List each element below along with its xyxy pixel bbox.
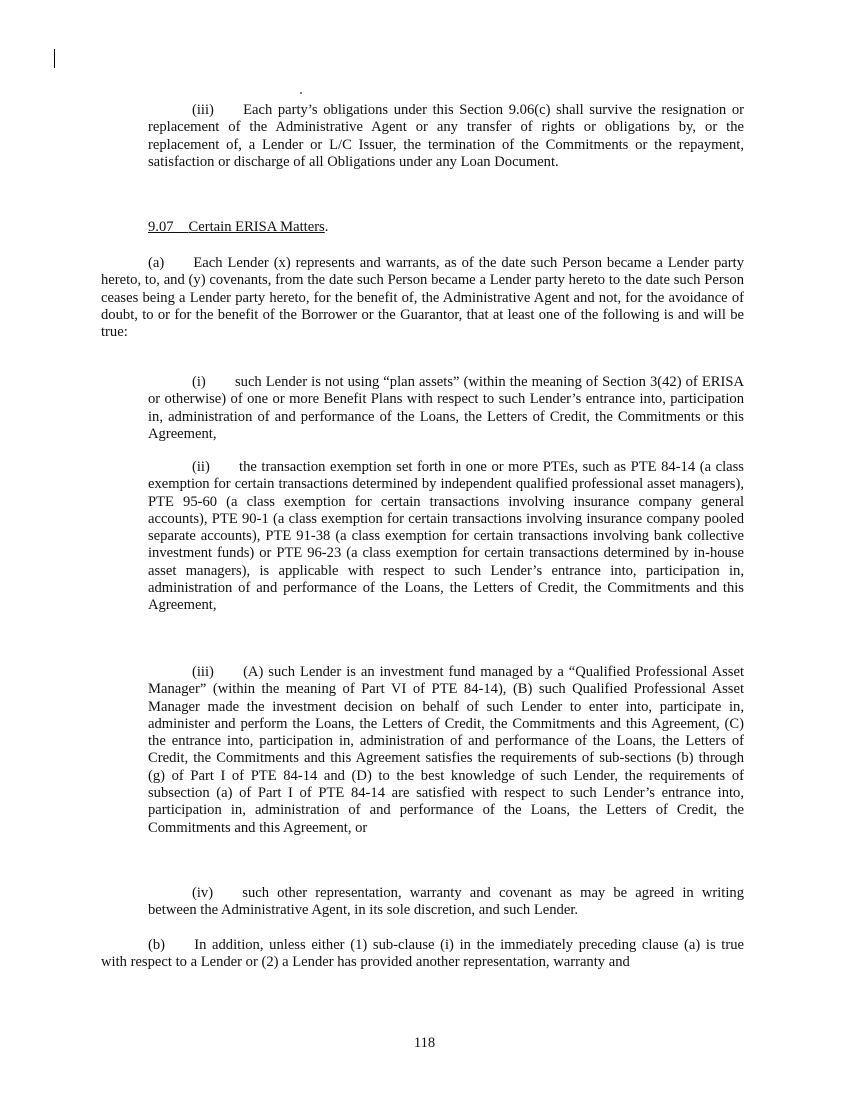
section-heading: 9.07 Certain ERISA Matters. <box>148 219 329 235</box>
paragraph-iii-previous: (iii) Each party’s obligations under this Section 9.06(c) shall survive the resignation or replacement of the Administrative Agent or any transfer of rights or obligations by, or the replacement of, a Lender or L/C Issuer, the termination of the Commitments or the repayment, satisfaction or discharge of all Obligations under any Loan Document. <box>148 102 744 170</box>
paragraph-b: (b) In addition, unless either (1) sub-clause (i) in the immediately preceding clause (a) is true with respect to a Lender or (2) a Lender has provided another representation, warranty and <box>101 937 744 971</box>
paragraph-iii: (iii) (A) such Lender is an investment fund managed by a “Qualified Professional Asset Manager” (within the meaning of Part VI of PTE 84-14), (B) such Qualified Professional Asset Manager made the investment decision on behalf of such Lender to enter into, participate in, administer and perform the Loans, the Letters of Credit, the Commitments and this Agreement, (C) the entrance into, participation in, administration of and performance of the Loans, the Letters of Credit, the Commitments and this Agreement satisfies the requirements of sub-sections (b) through (g) of Part I of PTE 84-14 and (D) to the best knowledge of such Lender, the requirements of subsection (a) of Part I of PTE 84-14 are satisfied with respect to such Lender’s entrance into, participation in, administration of and performance of the Loans, the Letters of Credit, the Commitments and this Agreement, or <box>148 664 744 836</box>
revision-bar <box>54 49 55 68</box>
paragraph-ii: (ii) the transaction exemption set forth in one or more PTEs, such as PTE 84-14 (a class exemption for certain transactions determined by independent qualified professional asset managers), PTE 95-60 (a class exemption for certain transactions involving insurance company general accounts), PTE 90-1 (a class exemption for certain transactions involving insurance company pooled separate accounts), PTE 91-38 (a class exemption for certain transactions involving bank collective investment funds) or PTE 96-23 (a class exemption for certain transactions determined by in-house asset managers), is applicable with respect to such Lender’s entrance into, participation in, administration of and performance of the Loans, the Letters of Credit, the Commitments and this Agreement, <box>148 459 744 614</box>
section-title: Certain ERISA Matters <box>188 219 325 235</box>
stray-mark <box>300 92 302 94</box>
page-number: 118 <box>413 1035 436 1051</box>
section-number: 9.07 <box>148 219 174 235</box>
paragraph-iv: (iv) such other representation, warranty and covenant as may be agreed in writing between the Administrative Agent, in its sole discretion, and such Lender. <box>148 885 744 919</box>
paragraph-i: (i) such Lender is not using “plan assets” (within the meaning of Section 3(42) of ERISA or otherwise) of one or more Benefit Plans with respect to such Lender’s entrance into, participation in, administration of and performance of the Loans, the Letters of Credit, the Commitments or this Agreement, <box>148 374 744 442</box>
paragraph-a: (a) Each Lender (x) represents and warrants, as of the date such Person became a Lender party hereto, to, and (y) covenants, from the date such Person became a Lender party hereto to the date such Person ceases being a Lender party hereto, for the benefit of, the Administrative Agent and not, for the avoidance of doubt, to or for the benefit of the Borrower or the Guarantor, that at least one of the following is and will be true: <box>101 255 744 341</box>
